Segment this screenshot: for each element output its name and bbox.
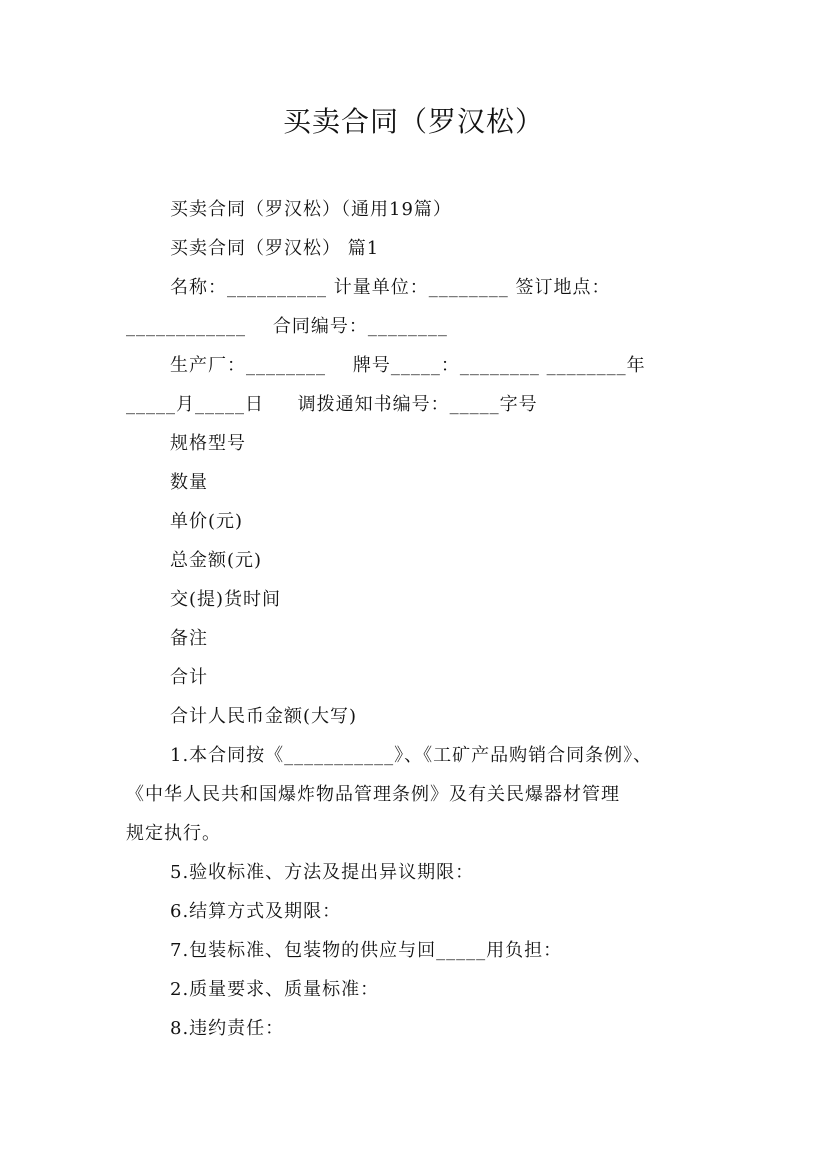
subtitle-line: 买卖合同（罗汉松）（通用19篇） (170, 199, 452, 220)
clause-1-line-1: 1.本合同按《___________》、《工矿产品购销合同条例》、 (170, 745, 653, 766)
item-unit-price: 单价(元) (170, 511, 244, 532)
item-subtotal: 合计 (170, 667, 208, 688)
clause-2: 2.质量要求、质量标准： (170, 979, 380, 1000)
field-line-manufacturer: 生产厂：________ 牌号_____：________ ________年 (170, 355, 646, 376)
item-remarks: 备注 (170, 628, 208, 649)
clause-1-line-3: 规定执行。 (126, 823, 221, 844)
item-delivery-time: 交(提)货时间 (170, 589, 282, 610)
field-line-name-unit-place: 名称：__________ 计量单位：________ 签订地点： (170, 277, 611, 298)
field-line-contract-number: ____________ 合同编号：________ (126, 316, 448, 337)
clause-8: 8.违约责任： (170, 1018, 285, 1039)
clause-1-line-2: 《中华人民共和国爆炸物品管理条例》及有关民爆器材管理 (126, 784, 620, 805)
item-total-rmb: 合计人民币金额(大写) (170, 706, 358, 727)
field-line-date-notice: _____月_____日 调拨通知书编号：_____字号 (126, 394, 538, 415)
item-spec-model: 规格型号 (170, 433, 246, 454)
section-heading: 买卖合同（罗汉松） 篇1 (170, 238, 380, 259)
document-title: 买卖合同（罗汉松） (282, 105, 544, 138)
clause-7: 7.包装标准、包装物的供应与回_____用负担： (170, 940, 563, 961)
item-total-amount: 总金额(元) (170, 550, 263, 571)
item-quantity: 数量 (170, 472, 208, 493)
clause-5: 5.验收标准、方法及提出异议期限： (170, 862, 475, 883)
clause-6: 6.结算方式及期限： (170, 901, 342, 922)
